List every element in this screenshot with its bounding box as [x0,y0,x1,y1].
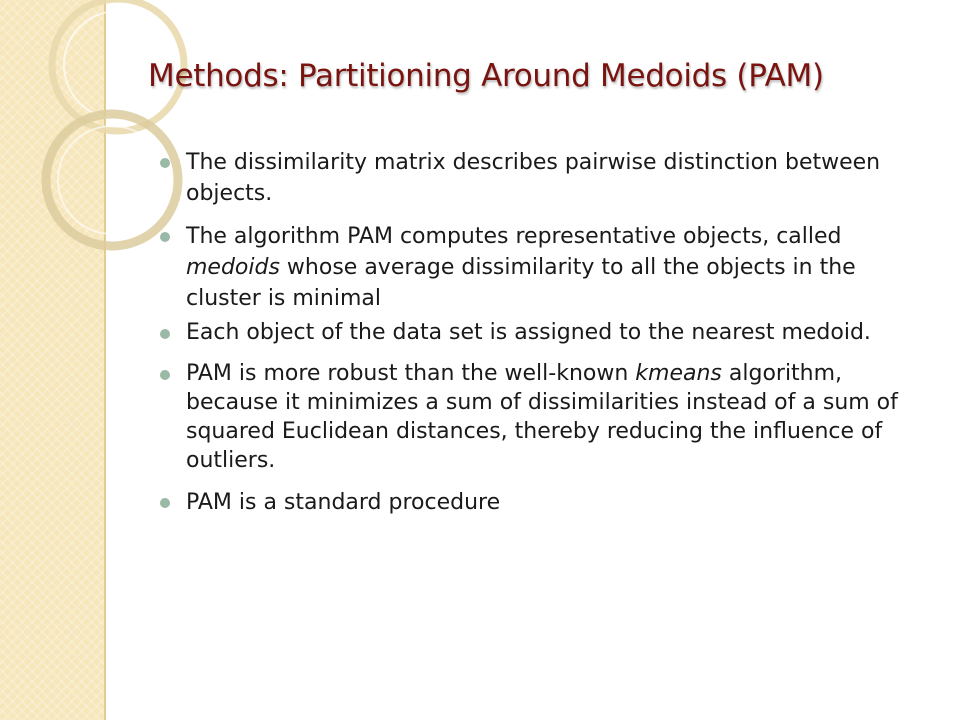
bullet-item [160,487,920,518]
bullet-item [160,318,920,347]
bullet-text: The dissimilarity matrix describes pairwise distinction between objects. [186,150,881,206]
bullet-item [160,221,920,314]
decorative-rings-icon [0,0,170,260]
bullet-text-before: The algorithm PAM computes representative objects, called [186,224,842,249]
bullet-dot-icon [160,370,170,380]
bullet-text-after: whose average dissimilarity to all the objects in the cluster is minimal [186,255,856,311]
slide-title: Methods: Partitioning Around Medoids (PAM) [148,58,824,94]
bullet-dot-icon [160,158,170,168]
bullet-emphasis: medoids [186,255,280,280]
bullet-dot-icon [160,329,170,339]
bullet-text-after: algorithm, because it minimizes a sum of dissimilarities instead of a sum of squared Euclidean distances, thereby reducing the influence of outliers. [186,361,898,473]
bullet-emphasis: kmeans [635,361,722,386]
bullet-item [160,147,920,209]
bullet-text: Each object of the data set is assigned to the nearest medoid. [186,320,871,345]
bullet-text-before: PAM is more robust than the well-known [186,361,636,386]
bullet-dot-icon [160,232,170,242]
bullet-text: PAM is a standard procedure [186,490,501,515]
bullet-list [160,147,920,518]
bullet-dot-icon [160,498,170,508]
bullet-item [160,359,920,475]
